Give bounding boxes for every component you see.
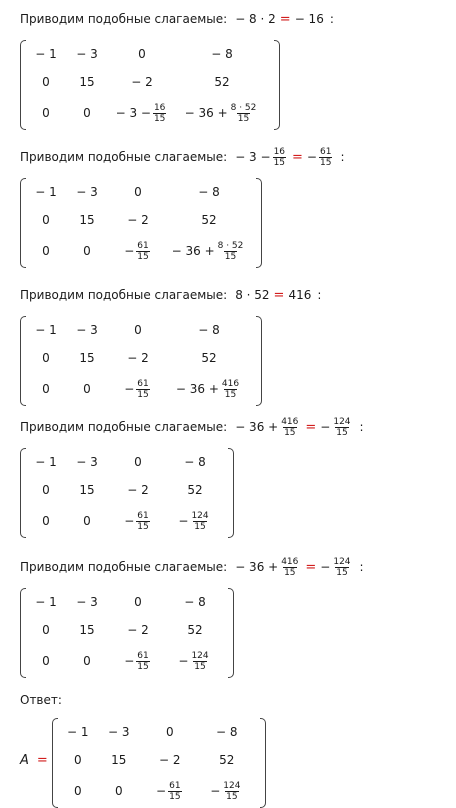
step-heading bbox=[20, 142, 344, 172]
matrix-cell-text: − 1 bbox=[35, 185, 57, 199]
matrix-cell-text: − 8 bbox=[198, 323, 220, 337]
simplification-step bbox=[20, 412, 364, 538]
matrix-cell bbox=[62, 753, 94, 767]
matrix-left-bracket bbox=[20, 316, 26, 406]
matrix-right-bracket bbox=[228, 448, 234, 538]
matrix-cell bbox=[164, 351, 254, 365]
matrix-cell-text: 15 bbox=[111, 753, 127, 767]
matrix-cell-text: 0 bbox=[42, 106, 50, 120]
expression-rhs-text: 416 bbox=[288, 288, 312, 302]
step-label: Приводим подобные слагаемые: bbox=[20, 12, 228, 26]
matrix bbox=[20, 40, 280, 130]
matrix-cell bbox=[164, 651, 226, 672]
fraction-denominator: 15 bbox=[137, 251, 149, 262]
expression-rhs-prefix: − bbox=[320, 560, 331, 574]
step-label: Приводим подобные слагаемые: bbox=[20, 150, 228, 164]
matrix-cell-text: − 3 bbox=[76, 323, 98, 337]
matrix-cell-text: 0 bbox=[138, 47, 146, 61]
matrix-left-bracket bbox=[20, 588, 26, 678]
matrix-cell bbox=[30, 382, 62, 396]
fraction-numerator: 8 · 52 bbox=[230, 102, 257, 113]
matrix-cell-text: − 2 bbox=[127, 213, 149, 227]
step-expression bbox=[235, 417, 363, 438]
matrix-cell bbox=[164, 455, 226, 469]
matrix-cell bbox=[112, 241, 164, 262]
matrix-left-bracket bbox=[20, 448, 26, 538]
fraction-numerator: 124 bbox=[333, 556, 351, 567]
matrix-cell bbox=[30, 483, 62, 497]
matrix-cell bbox=[30, 47, 62, 61]
matrix-cell bbox=[62, 623, 112, 637]
matrix-cell-text: − 3 bbox=[108, 725, 130, 739]
matrix-cell bbox=[30, 595, 62, 609]
fraction bbox=[319, 147, 332, 168]
matrix-cell-text: 0 bbox=[134, 595, 142, 609]
matrix-cell bbox=[62, 106, 112, 120]
step-heading bbox=[20, 280, 321, 310]
fraction-denominator: 15 bbox=[224, 251, 237, 262]
colon: : bbox=[359, 560, 364, 574]
fraction-numerator: 124 bbox=[223, 780, 241, 791]
matrix-cell bbox=[30, 623, 62, 637]
matrix-cell-text: 0 bbox=[42, 654, 50, 668]
matrix-cell-text: 0 bbox=[165, 725, 174, 739]
fraction-numerator: 61 bbox=[137, 240, 149, 251]
matrix-cell-text: − 1 bbox=[35, 323, 57, 337]
matrix-cell bbox=[112, 351, 164, 365]
matrix-cell bbox=[164, 483, 226, 497]
fraction-numerator: 61 bbox=[137, 650, 149, 661]
step-label: Приводим подобные слагаемые: bbox=[20, 560, 228, 574]
matrix-cell-text: 0 bbox=[42, 75, 50, 89]
fraction bbox=[222, 781, 241, 802]
fraction-denominator: 15 bbox=[137, 389, 149, 400]
step-heading bbox=[20, 4, 334, 34]
matrix-cell bbox=[144, 753, 196, 767]
matrix bbox=[52, 718, 266, 808]
matrix-cell bbox=[30, 323, 62, 337]
matrix-cell bbox=[172, 103, 272, 124]
fraction-denominator: 15 bbox=[137, 521, 149, 532]
matrix-row bbox=[20, 344, 262, 372]
step-expression bbox=[235, 12, 334, 27]
matrix-cell-prefix: − bbox=[210, 784, 221, 798]
matrix-cell-text: − 2 bbox=[159, 753, 181, 767]
matrix-cell-text: 15 bbox=[79, 623, 95, 637]
fraction-denominator: 15 bbox=[319, 157, 332, 168]
matrix-cell bbox=[30, 351, 62, 365]
colon: : bbox=[317, 288, 322, 302]
matrix-cell bbox=[196, 725, 258, 739]
matrix-cell bbox=[112, 75, 172, 89]
matrix-cell-text: − 3 bbox=[76, 185, 98, 199]
matrix-cell-text: 0 bbox=[114, 784, 123, 798]
fraction-numerator: 16 bbox=[153, 102, 166, 113]
matrix-cell bbox=[112, 213, 164, 227]
matrix-cell bbox=[62, 654, 112, 668]
matrix-cell bbox=[164, 213, 254, 227]
matrix-cell-text: 15 bbox=[79, 75, 95, 89]
fraction-numerator: 124 bbox=[191, 650, 209, 661]
equals-sign: = bbox=[305, 419, 317, 435]
expression-lhs-prefix: − 3 − bbox=[235, 150, 271, 164]
matrix-cell-text: − 2 bbox=[131, 75, 153, 89]
matrix-cell bbox=[112, 379, 164, 400]
matrix-row bbox=[52, 774, 266, 808]
matrix-cell-text: − 2 bbox=[127, 351, 149, 365]
fraction-denominator: 15 bbox=[237, 113, 250, 124]
matrix-cell bbox=[62, 323, 112, 337]
matrix-cell-prefix: − 36 + bbox=[184, 106, 228, 120]
matrix-cell-text: − 8 bbox=[198, 185, 220, 199]
matrix-row bbox=[20, 644, 234, 678]
matrix-left-bracket bbox=[20, 40, 26, 130]
matrix-cell-prefix: − 36 + bbox=[175, 382, 219, 396]
matrix-cell-text: 0 bbox=[83, 382, 91, 396]
matrix-cell bbox=[164, 185, 254, 199]
matrix-cell-text: 52 bbox=[187, 623, 203, 637]
fraction-denominator: 15 bbox=[336, 567, 348, 578]
fraction bbox=[332, 417, 351, 438]
fraction bbox=[136, 241, 149, 262]
matrix-row bbox=[20, 178, 262, 206]
matrix-cell bbox=[30, 75, 62, 89]
matrix-cell-text: − 8 bbox=[184, 595, 206, 609]
expression-lhs-prefix: − 36 + bbox=[235, 420, 279, 434]
matrix-cell-text: 0 bbox=[42, 483, 50, 497]
matrix-cell bbox=[164, 241, 254, 262]
matrix-cell-text: 0 bbox=[83, 514, 91, 528]
matrix-cell-text: 0 bbox=[42, 514, 50, 528]
equals-sign: = bbox=[292, 149, 303, 165]
matrix-cell-prefix: − bbox=[124, 244, 135, 258]
matrix-row bbox=[20, 316, 262, 344]
matrix-cell-text: 15 bbox=[79, 213, 95, 227]
fraction bbox=[168, 781, 181, 802]
fraction bbox=[217, 241, 245, 262]
matrix-row bbox=[52, 718, 266, 746]
fraction-numerator: 416 bbox=[221, 378, 240, 389]
fraction-numerator: 416 bbox=[281, 556, 299, 567]
matrix-cell bbox=[62, 455, 112, 469]
matrix-cell bbox=[112, 623, 164, 637]
simplification-step bbox=[20, 552, 364, 678]
matrix-row bbox=[20, 68, 280, 96]
matrix-cell bbox=[112, 595, 164, 609]
matrix-cell-text: 52 bbox=[219, 753, 235, 767]
matrix-cell-text: 0 bbox=[42, 351, 50, 365]
fraction-numerator: 61 bbox=[319, 146, 332, 157]
step-heading bbox=[20, 412, 364, 442]
fraction-denominator: 15 bbox=[137, 661, 149, 672]
fraction-denominator: 15 bbox=[336, 427, 348, 438]
matrix-right-bracket bbox=[256, 316, 262, 406]
matrix-cell-text: 15 bbox=[79, 483, 95, 497]
fraction-denominator: 15 bbox=[153, 113, 166, 124]
matrix-cell bbox=[112, 47, 172, 61]
matrix-cell-text: − 8 bbox=[216, 725, 238, 739]
matrix-row bbox=[20, 476, 234, 504]
matrix-cell bbox=[144, 781, 196, 802]
answer-symbol: A bbox=[20, 752, 29, 768]
matrix-row bbox=[20, 616, 234, 644]
matrix-cell bbox=[164, 511, 226, 532]
fraction bbox=[136, 651, 149, 672]
fraction bbox=[230, 103, 258, 124]
expression-rhs-prefix: − bbox=[306, 150, 317, 164]
matrix-right-bracket bbox=[256, 178, 262, 268]
fraction-numerator: 61 bbox=[137, 378, 149, 389]
matrix-cell-text: 0 bbox=[134, 455, 142, 469]
matrix-cell-text: − 1 bbox=[35, 595, 57, 609]
matrix-cell-text: − 3 bbox=[76, 47, 98, 61]
matrix-cell-text: 0 bbox=[42, 244, 50, 258]
expression-rhs-prefix: − bbox=[320, 420, 331, 434]
matrix-cell bbox=[112, 103, 172, 124]
matrix-cell-text: − 1 bbox=[35, 47, 57, 61]
matrix-cell bbox=[62, 725, 94, 739]
matrix-cell bbox=[62, 382, 112, 396]
fraction-numerator: 61 bbox=[137, 510, 149, 521]
matrix-cell-text: 0 bbox=[83, 244, 91, 258]
fraction bbox=[273, 147, 286, 168]
matrix-cell-prefix: − bbox=[124, 382, 135, 396]
matrix-cell bbox=[172, 75, 272, 89]
simplification-step bbox=[20, 4, 334, 130]
matrix-cell bbox=[62, 784, 94, 798]
matrix-cell-prefix: − bbox=[124, 654, 135, 668]
matrix-cell bbox=[164, 379, 254, 400]
matrix-cell bbox=[30, 514, 62, 528]
fraction bbox=[153, 103, 166, 124]
step-label: Приводим подобные слагаемые: bbox=[20, 420, 228, 434]
matrix bbox=[20, 588, 234, 678]
matrix-cell bbox=[30, 185, 62, 199]
colon: : bbox=[340, 150, 345, 164]
matrix-cell bbox=[144, 725, 196, 739]
matrix-cell bbox=[62, 47, 112, 61]
fraction-denominator: 15 bbox=[273, 157, 286, 168]
matrix-cell-text: 0 bbox=[73, 753, 82, 767]
expression-rhs-text: − 16 bbox=[294, 12, 324, 26]
matrix-right-bracket bbox=[228, 588, 234, 678]
matrix-cell-text: 0 bbox=[83, 654, 91, 668]
answer-equals-sign: = bbox=[36, 752, 48, 768]
answer-block bbox=[20, 690, 266, 808]
fraction bbox=[190, 651, 209, 672]
matrix-cell-text: 52 bbox=[214, 75, 230, 89]
matrix-cell bbox=[62, 514, 112, 528]
matrix-cell bbox=[62, 244, 112, 258]
matrix-cell-text: 52 bbox=[201, 351, 217, 365]
matrix-cell bbox=[30, 654, 62, 668]
expression-lhs-text: 8 · 52 bbox=[235, 288, 270, 302]
fraction-denominator: 15 bbox=[194, 521, 206, 532]
matrix-cell bbox=[112, 185, 164, 199]
fraction bbox=[136, 379, 149, 400]
matrix-left-bracket bbox=[52, 718, 58, 808]
matrix-cell-prefix: − bbox=[124, 514, 135, 528]
equals-sign: = bbox=[279, 11, 291, 27]
fraction bbox=[332, 557, 351, 578]
fraction-numerator: 124 bbox=[333, 416, 351, 427]
answer-row bbox=[20, 712, 266, 808]
step-label: Приводим подобные слагаемые: bbox=[20, 288, 228, 302]
matrix-row bbox=[20, 504, 234, 538]
fraction-denominator: 15 bbox=[284, 427, 296, 438]
matrix-cell bbox=[112, 483, 164, 497]
matrix-cell-prefix: − bbox=[178, 654, 189, 668]
matrix-cell-text: 15 bbox=[79, 351, 95, 365]
colon: : bbox=[359, 420, 364, 434]
matrix bbox=[20, 178, 262, 268]
fraction-denominator: 15 bbox=[224, 389, 237, 400]
matrix-row bbox=[20, 588, 234, 616]
matrix-row bbox=[52, 746, 266, 774]
simplification-step bbox=[20, 280, 321, 406]
matrix-cell bbox=[94, 725, 144, 739]
matrix-cell-text: − 1 bbox=[67, 725, 89, 739]
matrix-cell-text: 0 bbox=[83, 106, 91, 120]
fraction-numerator: 124 bbox=[191, 510, 209, 521]
step-expression bbox=[235, 288, 321, 303]
matrix-cell-prefix: − bbox=[156, 784, 167, 798]
colon: : bbox=[329, 12, 334, 26]
matrix-cell bbox=[196, 781, 258, 802]
fraction-numerator: 16 bbox=[273, 146, 286, 157]
matrix-row bbox=[20, 448, 234, 476]
fraction bbox=[280, 417, 299, 438]
matrix-cell-text: − 8 bbox=[184, 455, 206, 469]
fraction bbox=[221, 379, 240, 400]
matrix-cell-text: 0 bbox=[134, 185, 142, 199]
matrix-cell bbox=[112, 651, 164, 672]
matrix-cell bbox=[62, 483, 112, 497]
simplification-step bbox=[20, 142, 344, 268]
expression-lhs-prefix: − 36 + bbox=[235, 560, 279, 574]
fraction-numerator: 8 · 52 bbox=[217, 240, 244, 251]
matrix-cell-text: 0 bbox=[134, 323, 142, 337]
matrix-cell bbox=[196, 753, 258, 767]
matrix-cell bbox=[30, 106, 62, 120]
answer-label: Ответ: bbox=[20, 693, 62, 707]
matrix-cell-text: − 8 bbox=[211, 47, 233, 61]
matrix-cell bbox=[164, 323, 254, 337]
fraction-denominator: 15 bbox=[284, 567, 296, 578]
fraction-denominator: 15 bbox=[169, 791, 181, 802]
matrix-cell-text: 0 bbox=[42, 213, 50, 227]
matrix-cell bbox=[164, 595, 226, 609]
matrix-cell-text: − 3 bbox=[76, 455, 98, 469]
matrix-row bbox=[20, 96, 280, 130]
fraction bbox=[136, 511, 149, 532]
matrix-cell-text: − 2 bbox=[127, 623, 149, 637]
matrix-cell bbox=[62, 351, 112, 365]
matrix-cell bbox=[94, 784, 144, 798]
matrix-cell bbox=[62, 213, 112, 227]
matrix-cell-text: 52 bbox=[187, 483, 203, 497]
matrix-cell bbox=[62, 595, 112, 609]
matrix-cell bbox=[112, 323, 164, 337]
fraction-numerator: 61 bbox=[169, 780, 181, 791]
matrix-cell-prefix: − 36 + bbox=[171, 244, 215, 258]
fraction-numerator: 416 bbox=[281, 416, 299, 427]
matrix-row bbox=[20, 234, 262, 268]
matrix-cell bbox=[94, 753, 144, 767]
matrix-cell-text: − 3 bbox=[76, 595, 98, 609]
matrix-cell-text: 52 bbox=[201, 213, 217, 227]
step-expression bbox=[235, 557, 363, 578]
matrix-right-bracket bbox=[274, 40, 280, 130]
equals-sign: = bbox=[273, 287, 285, 303]
matrix-cell-text: − 2 bbox=[127, 483, 149, 497]
matrix-cell bbox=[172, 47, 272, 61]
matrix-cell-text: 0 bbox=[42, 623, 50, 637]
matrix-cell-text: − 1 bbox=[35, 455, 57, 469]
matrix-cell bbox=[62, 185, 112, 199]
matrix-row bbox=[20, 40, 280, 68]
matrix-cell-prefix: − bbox=[178, 514, 189, 528]
fraction bbox=[190, 511, 209, 532]
matrix-cell bbox=[112, 511, 164, 532]
matrix bbox=[20, 316, 262, 406]
step-expression bbox=[235, 147, 344, 168]
fraction bbox=[280, 557, 299, 578]
matrix-row bbox=[20, 372, 262, 406]
matrix-row bbox=[20, 206, 262, 234]
matrix-cell bbox=[30, 213, 62, 227]
matrix-cell bbox=[112, 455, 164, 469]
matrix-cell-prefix: − 3 − bbox=[115, 106, 151, 120]
fraction-denominator: 15 bbox=[226, 791, 238, 802]
matrix-cell bbox=[164, 623, 226, 637]
equals-sign: = bbox=[305, 559, 317, 575]
matrix-cell bbox=[30, 455, 62, 469]
matrix-left-bracket bbox=[20, 178, 26, 268]
expression-lhs-text: − 8 · 2 bbox=[235, 12, 276, 26]
matrix-cell bbox=[62, 75, 112, 89]
matrix-cell-text: 0 bbox=[73, 784, 82, 798]
matrix-cell bbox=[30, 244, 62, 258]
matrix bbox=[20, 448, 234, 538]
matrix-right-bracket bbox=[260, 718, 266, 808]
fraction-denominator: 15 bbox=[194, 661, 206, 672]
step-heading bbox=[20, 552, 364, 582]
matrix-cell-text: 0 bbox=[42, 382, 50, 396]
